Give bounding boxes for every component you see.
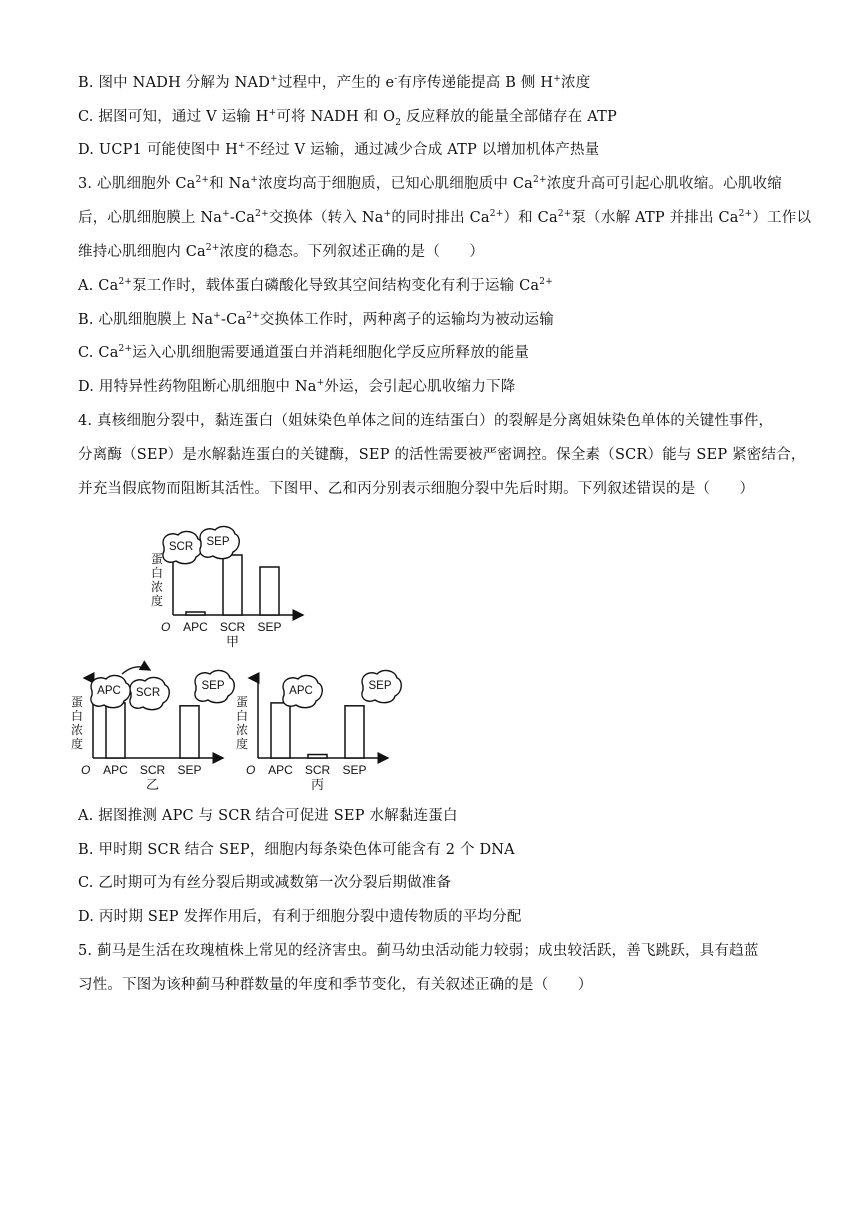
y-axis-label-char: 蛋 <box>150 552 164 566</box>
bar-scr <box>308 755 327 758</box>
question-3-line-3: 维持心肌细胞内 $Ca^{2+}$浓度的稳态。下列叙述正确的是（ ） <box>78 243 485 260</box>
tick-label-apc: APC <box>268 763 293 777</box>
svg-text:SCR: SCR <box>135 687 161 699</box>
svg-text:SCR: SCR <box>168 541 194 553</box>
bar-apc <box>106 703 125 758</box>
y-axis-label-char: 浓 <box>150 580 164 594</box>
protein-blob-apc <box>283 676 322 708</box>
protein-blob-sep <box>362 671 401 703</box>
bar-sep <box>260 567 279 615</box>
question-5-line-2: 习性。下图为该种蓟马种群数量的年度和季节变化，有关叙述正确的是（ ） <box>78 977 593 993</box>
origin-label: O <box>246 763 256 777</box>
bar-sep <box>345 706 364 758</box>
tick-label-apc: APC <box>103 763 128 777</box>
bar-scr <box>223 555 242 615</box>
question-3-line-1: 3. 心肌细胞外 $Ca^{2+}$和 Na+浓度均高于细胞质，已知心肌细胞质中 $Ca^{2+}$浓度升高可引起心肌收缩。心肌收缩 <box>78 175 782 192</box>
y-axis-label-char: 蛋 <box>70 695 84 709</box>
origin-label: O <box>161 620 171 634</box>
svg-text:SEP: SEP <box>201 680 225 692</box>
question-5-line-1: 5. 蓟马是生活在玫瑰植株上常见的经济害虫。蓟马幼虫活动能力较弱；成虫较活跃，善飞跳跃，具有趋蓝 <box>78 943 759 959</box>
y-axis-label-char: 浓 <box>235 723 249 737</box>
tick-label-apc: APC <box>183 620 208 634</box>
option-2d: D. UCP1 可能使图中 H+不经过 V 运输，通过减少合成 ATP 以增加机体产热量 <box>78 141 600 158</box>
protein-concentration-figure <box>70 510 490 800</box>
option-4a: A. 据图推测 APC 与 SCR 结合可促进 SEP 水解黏连蛋白 <box>78 808 458 824</box>
tick-label-scr: SCR <box>139 763 166 777</box>
y-axis-label-char: 度 <box>150 594 164 608</box>
y-axis-label-char: 蛋 <box>235 695 249 709</box>
option-4b: B. 甲时期 SCR 结合 SEP，细胞内每条染色体可能含有 2 个 DNA <box>78 842 515 858</box>
svg-text:APC: APC <box>97 685 121 697</box>
panel-name: 甲 <box>225 634 240 649</box>
tick-label-sep: SEP <box>257 620 282 634</box>
protein-blob-scr <box>130 678 169 710</box>
svg-text:SEP: SEP <box>368 680 392 692</box>
protein-blob-scr <box>163 532 202 564</box>
bar-apc <box>271 703 290 758</box>
protein-blob-sep <box>195 671 234 703</box>
question-4-line-2: 分离酶（SEP）是水解黏连蛋白的关键酶，SEP 的活性需要被严密调控。保全素（SCR）能与 SEP 紧密结合， <box>78 447 806 463</box>
svg-text:SEP: SEP <box>206 536 230 548</box>
option-3c: C. $Ca^{2+}$运入心肌细胞需要通道蛋白并消耗细胞化学反应所释放的能量 <box>78 344 530 361</box>
panel-3 <box>236 671 401 792</box>
panel-1 <box>151 527 303 649</box>
y-axis-label-char: 度 <box>70 737 84 751</box>
tick-label-scr: SCR <box>304 763 331 777</box>
binding-arrow <box>122 667 150 674</box>
question-3-line-2: 后，心肌细胞膜上 $Na^+-Ca^{2+}$交换体（转入 Na+的同时排出 $Ca^{2+}$）和 $Ca^{2+}$泵（水解 ATP 并排出 $Ca^{2+}$）工作以 <box>78 209 812 226</box>
y-axis-label-char: 白 <box>235 709 249 723</box>
option-4d: D. 丙时期 SEP 发挥作用后，有利于细胞分裂中遗传物质的平均分配 <box>78 909 522 925</box>
panel-name: 丙 <box>310 777 325 792</box>
option-4c: C. 乙时期可为有丝分裂后期或减数第一次分裂后期做准备 <box>78 875 452 891</box>
option-2c: C. 据图可知，通过 V 运输 H+可将 NADH 和 $O_2$ 反应释放的能量全部储存在 ATP <box>78 108 617 128</box>
protein-blob-sep <box>200 527 239 559</box>
origin-label: O <box>81 763 91 777</box>
tick-label-sep: SEP <box>177 763 202 777</box>
y-axis-label-char: 白 <box>150 566 164 580</box>
y-axis-label-char: 白 <box>70 709 84 723</box>
question-4-line-3: 并充当假底物而阻断其活性。下图甲、乙和丙分别表示细胞分裂中先后时期。下列叙述错误的是（ ） <box>78 481 755 497</box>
y-axis-label-char: 度 <box>235 737 249 751</box>
panel-2 <box>71 667 234 792</box>
tick-label-sep: SEP <box>342 763 367 777</box>
panel-name: 乙 <box>145 777 160 792</box>
tick-label-scr: SCR <box>219 620 246 634</box>
question-4-line-1: 4. 真核细胞分裂中，黏连蛋白（姐妹染色单体之间的连结蛋白）的裂解是分离姐妹染色单体的关键性事件， <box>78 413 774 429</box>
option-3b: B. 心肌细胞膜上 $Na^+-Ca^{2+}$交换体工作时，两种离子的运输均为被动运输 <box>78 311 554 328</box>
option-2b: B. 图中 NADH 分解为 NAD+过程中，产生的 e-有序传递能提高 B 侧 H+浓度 <box>78 74 591 91</box>
bar-apc <box>186 612 205 615</box>
option-3a: A. $Ca^{2+}$泵工作时，载体蛋白磷酸化导致其空间结构变化有利于运输 $Ca^{2+}$ <box>78 277 553 294</box>
y-axis-label-char: 浓 <box>70 723 84 737</box>
option-3d: D. 用特异性药物阻断心肌细胞中 Na+外运，会引起心肌收缩力下降 <box>78 378 516 395</box>
svg-text:APC: APC <box>289 685 313 697</box>
bar-sep <box>180 706 199 758</box>
